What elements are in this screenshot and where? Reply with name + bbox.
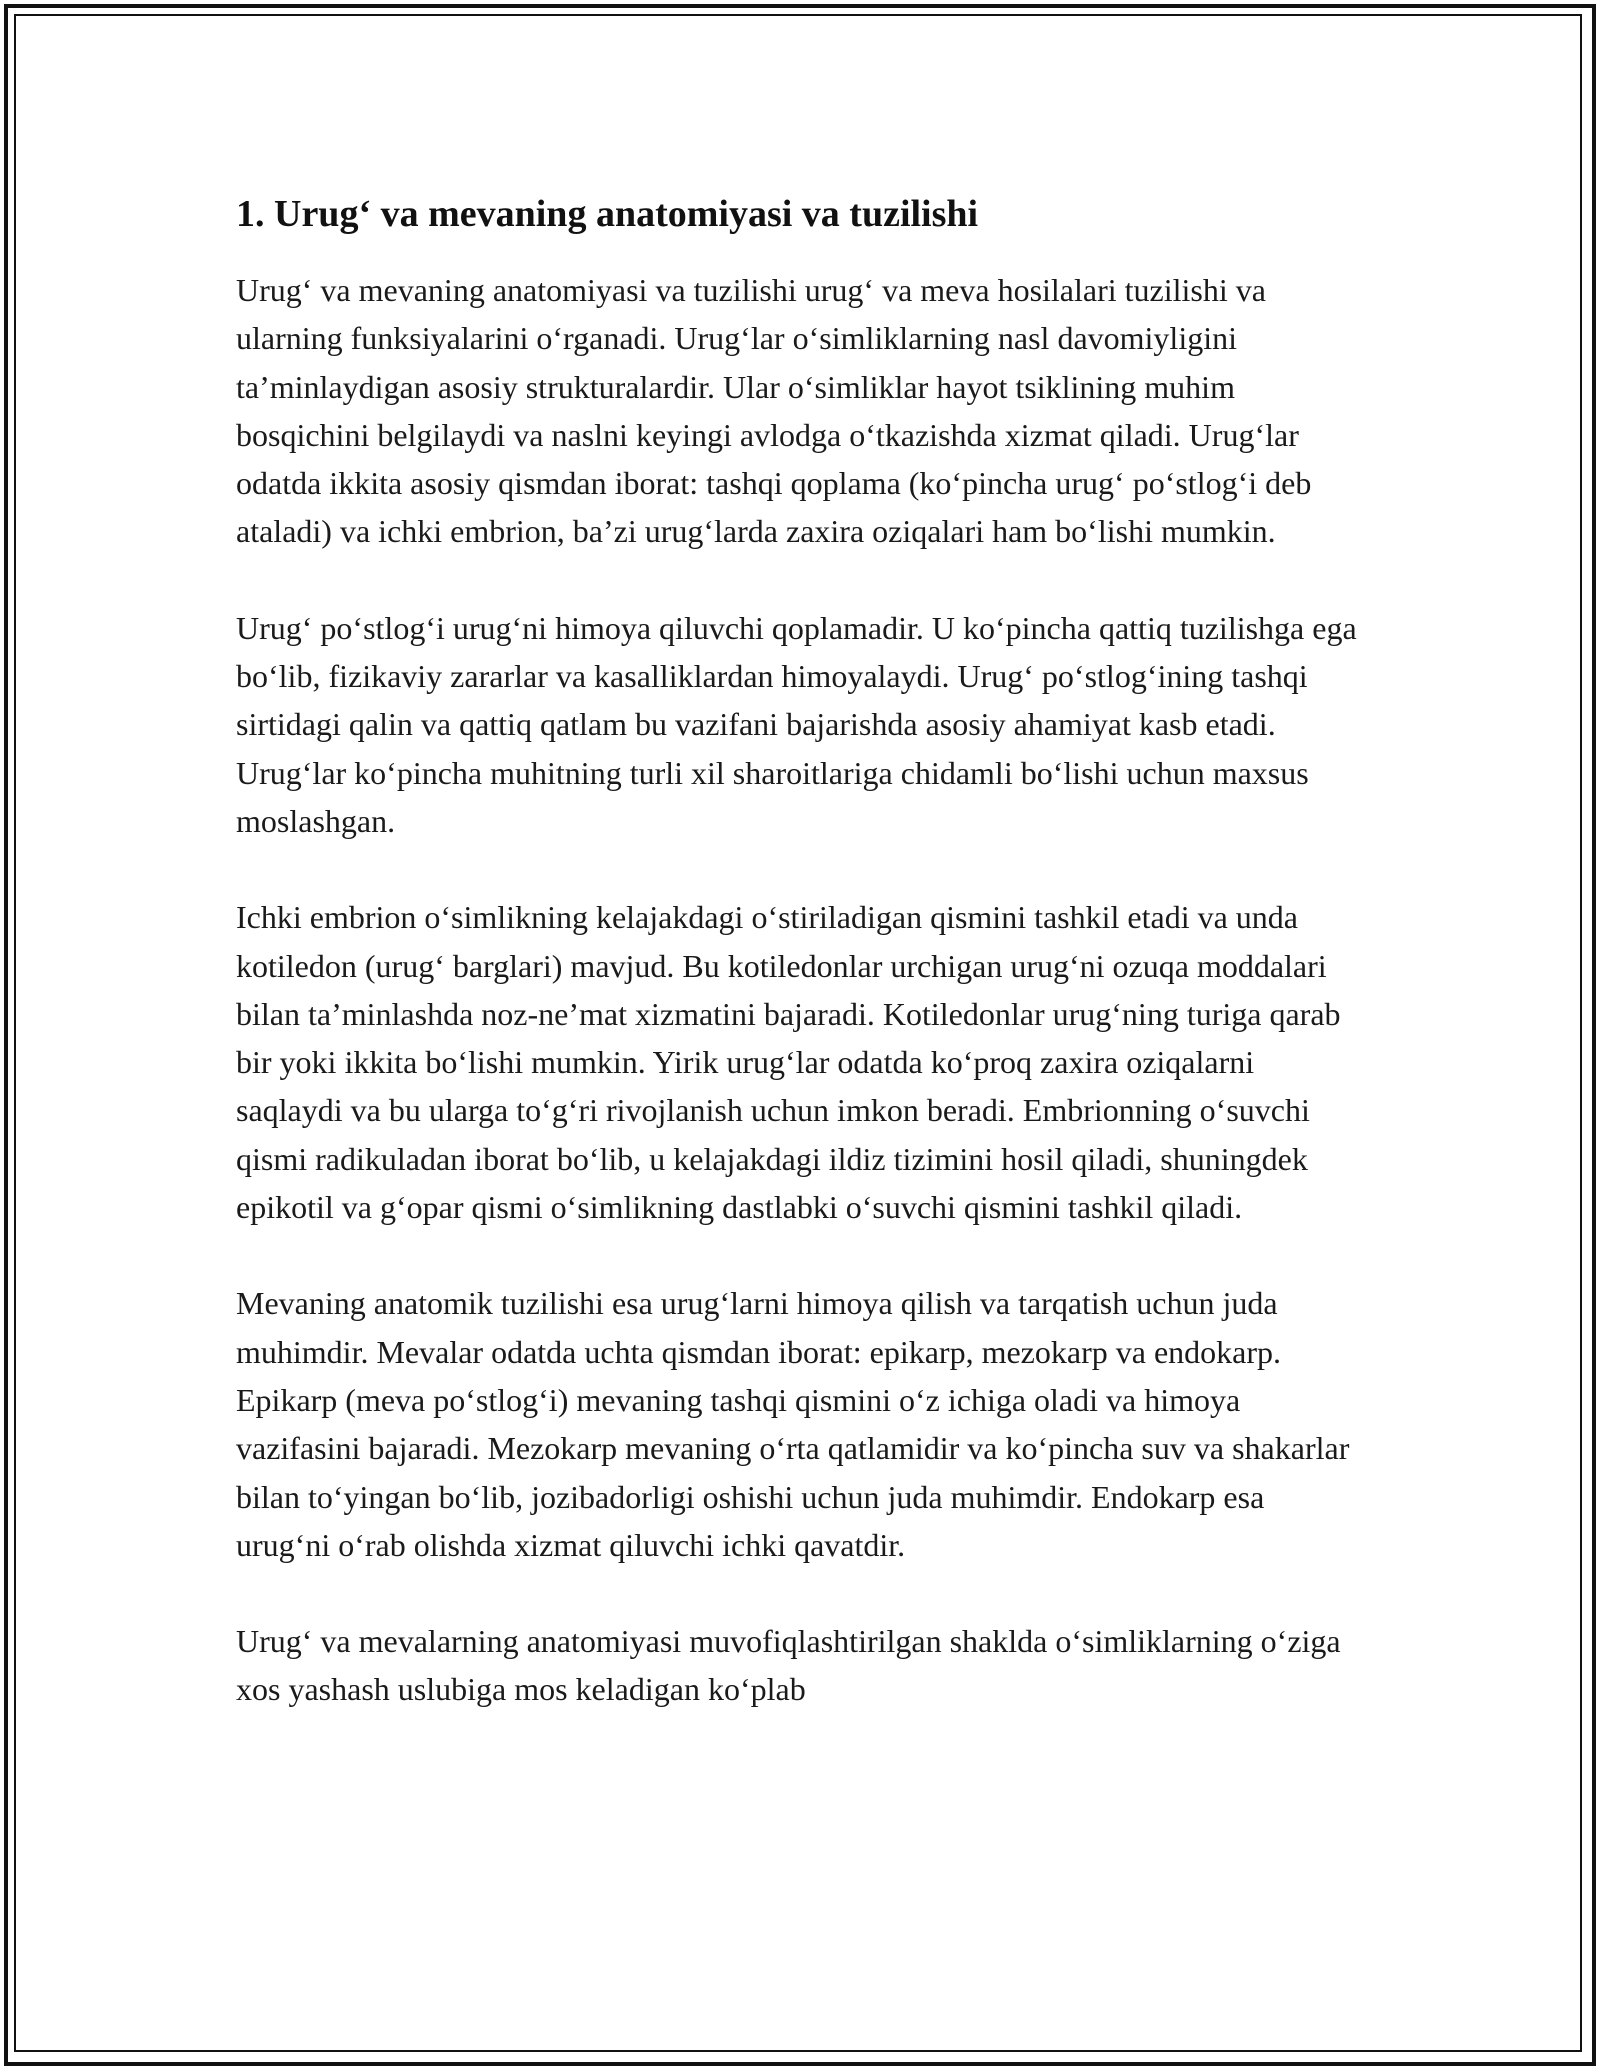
document-body	[236, 188, 1366, 1762]
paragraph-conclusion: Urug‘ va mevalarning anatomiyasi muvofiqlashtirilgan shaklda o‘simliklarning o‘ziga xos yashash uslubiga mos keladigan ko‘plab	[236, 1623, 1341, 1708]
paragraph-embryo: Ichki embrion o‘simlikning kelajakdagi o‘stiriladigan qismini tashkil etadi va unda kotiledon (urug‘ barglari) mavjud. Bu kotiledonlar urchigan urug‘ni ozuqa moddalari bilan ta’minlashda noz-ne’mat xizmatini bajaradi. Kotiledonlar urug‘ning turiga qarab bir yoki ikkita bo‘lishi mumkin. Yirik urug‘lar odatda ko‘proq zaxira oziqalarni saqlaydi va bu ularga to‘g‘ri rivojlanish uchun imkon beradi. Embrionning o‘suvchi qismi radikuladan iborat bo‘lib, u kelajakdagi ildiz tizimini hosil qiladi, shuningdek epikotil va g‘opar qismi o‘simlikning dastlabki o‘suvchi qismini tashkil qiladi.	[236, 899, 1341, 1226]
section-heading: 1. Urug‘ va mevaning anatomiyasi va tuzilishi	[236, 193, 979, 235]
paragraph-fruit-anatomy: Mevaning anatomik tuzilishi esa urug‘larni himoya qilish va tarqatish uchun juda muhimdir. Mevalar odatda uchta qismdan iborat: epikarp, mezokarp va endokarp. Epikarp (meva po‘stlog‘i) mevaning tashqi qismini o‘z ichiga oladi va himoya vazifasini bajaradi. Mezokarp mevaning o‘rta qatlamidir va ko‘pincha suv va shakarlar bilan to‘yingan bo‘lib, jozibadorligi oshishi uchun juda muhimdir. Endokarp esa urug‘ni o‘rab olishda xizmat qiluvchi ichki qavatdir.	[236, 1285, 1350, 1563]
paragraph-seed-structure: Urug‘ va mevaning anatomiyasi va tuzilishi urug‘ va meva hosilalari tuzilishi va ularning funksiyalarini o‘rganadi. Urug‘lar o‘simliklarning nasl davomiyligini ta’minlaydigan asosiy strukturalardir. Ular o‘simliklar hayot tsiklining muhim bosqichini belgilaydi va naslni keyingi avlodga o‘tkazishda xizmat qiladi. Urug‘lar odatda ikkita asosiy qismdan iborat: tashqi qoplama (ko‘pincha urug‘ po‘stlog‘i deb ataladi) va ichki embrion, ba’zi urug‘larda zaxira oziqalari ham bo‘lishi mumkin.	[236, 272, 1312, 550]
paragraph-seed-coat: Urug‘ po‘stlog‘i urug‘ni himoya qiluvchi qoplamadir. U ko‘pincha qattiq tuzilishga ega bo‘lib, fizikaviy zararlar va kasalliklardan himoyalaydi. Urug‘ po‘stlog‘ining tashqi sirtidagi qalin va qattiq qatlam bu vazifani bajarishda asosiy ahamiyat kasb etadi. Urug‘lar ko‘pincha muhitning turli xil sharoitlariga chidamli bo‘lishi uchun maxsus moslashgan.	[236, 609, 1357, 839]
